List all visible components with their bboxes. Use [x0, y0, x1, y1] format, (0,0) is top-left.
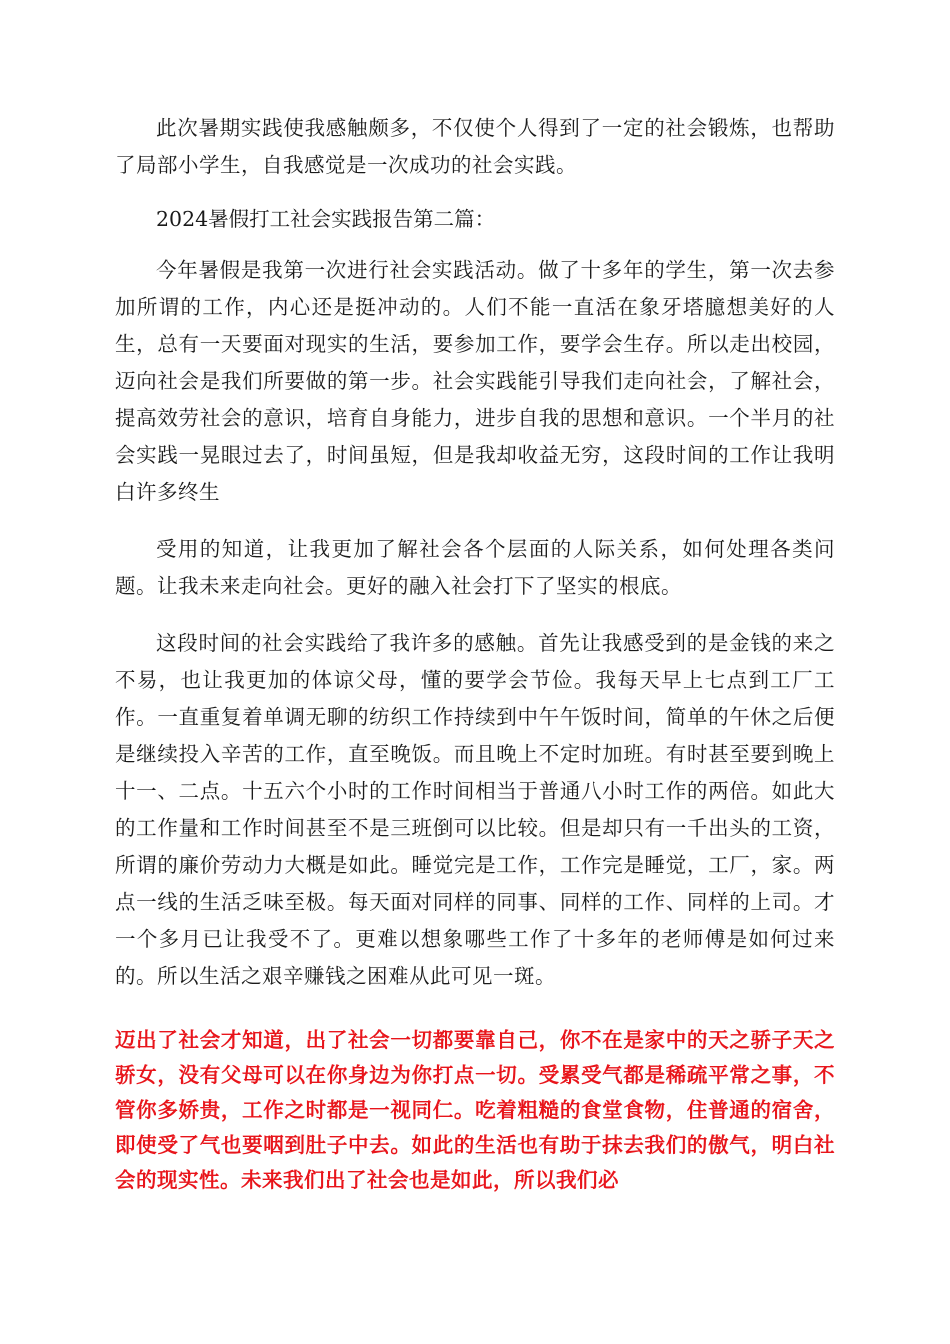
- document-body: [115, 110, 835, 1198]
- paragraph-experience: 这段时间的社会实践给了我许多的感触。首先让我感受到的是金钱的来之不易，也让我更加的体谅父母，懂的要学会节俭。我每天早上七点到工厂工作。一直重复着单调无聊的纺织工作持续到中午午饭时间，简单的午休之后便是继续投入辛苦的工作，直至晚饭。而且晚上不定时加班。有时甚至要到晚上十一、二点。十五六个小时的工作时间相当于普通八小时工作的两倍。如此大的工作量和工作时间甚至不是三班倒可以比较。但是却只有一千出头的工资，所谓的廉价劳动力大概是如此。睡觉完是工作，工作完是睡觉，工厂，家。两点一线的生活乏味至极。每天面对同样的同事、同样的工作、同样的上司。才一个多月已让我受不了。更难以想象哪些工作了十多年的老师傅是如何过来的。所以生活之艰辛赚钱之困难从此可见一斑。: [115, 631, 835, 988]
- paragraph-highlighted-red: 迈出了社会才知道，出了社会一切都要靠自己，你不在是家中的天之骄子天之骄女，没有父母可以在你身边为你打点一切。受累受气都是稀疏平常之事，不管你多娇贵，工作之时都是一视同仁。吃着粗糙的食堂食物，住普通的宿舍，即使受了气也要咽到肚子中去。如此的生活也有助于抹去我们的傲气，明白社会的现实性。未来我们出了社会也是如此，所以我们必: [115, 1028, 835, 1192]
- paragraph-summary: 此次暑期实践使我感触颇多，不仅使个人得到了一定的社会锻炼，也帮助了局部小学生，自我感觉是一次成功的社会实践。: [115, 116, 835, 177]
- paragraph-intro: 今年暑假是我第一次进行社会实践活动。做了十多年的学生，第一次去参加所谓的工作，内心还是挺冲动的。人们不能一直活在象牙塔臆想美好的人生，总有一天要面对现实的生活，要参加工作，要学会生存。所以走出校园，迈向社会是我们所要做的第一步。社会实践能引导我们走向社会，了解社会，提高效劳社会的意识，培育自身能力，进步自我的思想和意识。一个半月的社会实践一晃眼过去了，时间虽短，但是我却收益无穷，这段时间的工作让我明白许多终生: [115, 258, 835, 504]
- section-heading: 2024暑假打工社会实践报告第二篇：: [156, 207, 496, 231]
- paragraph-continuation: 受用的知道，让我更加了解社会各个层面的人际关系，如何处理各类问题。让我未来走向社会。更好的融入社会打下了坚实的根底。: [115, 537, 835, 598]
